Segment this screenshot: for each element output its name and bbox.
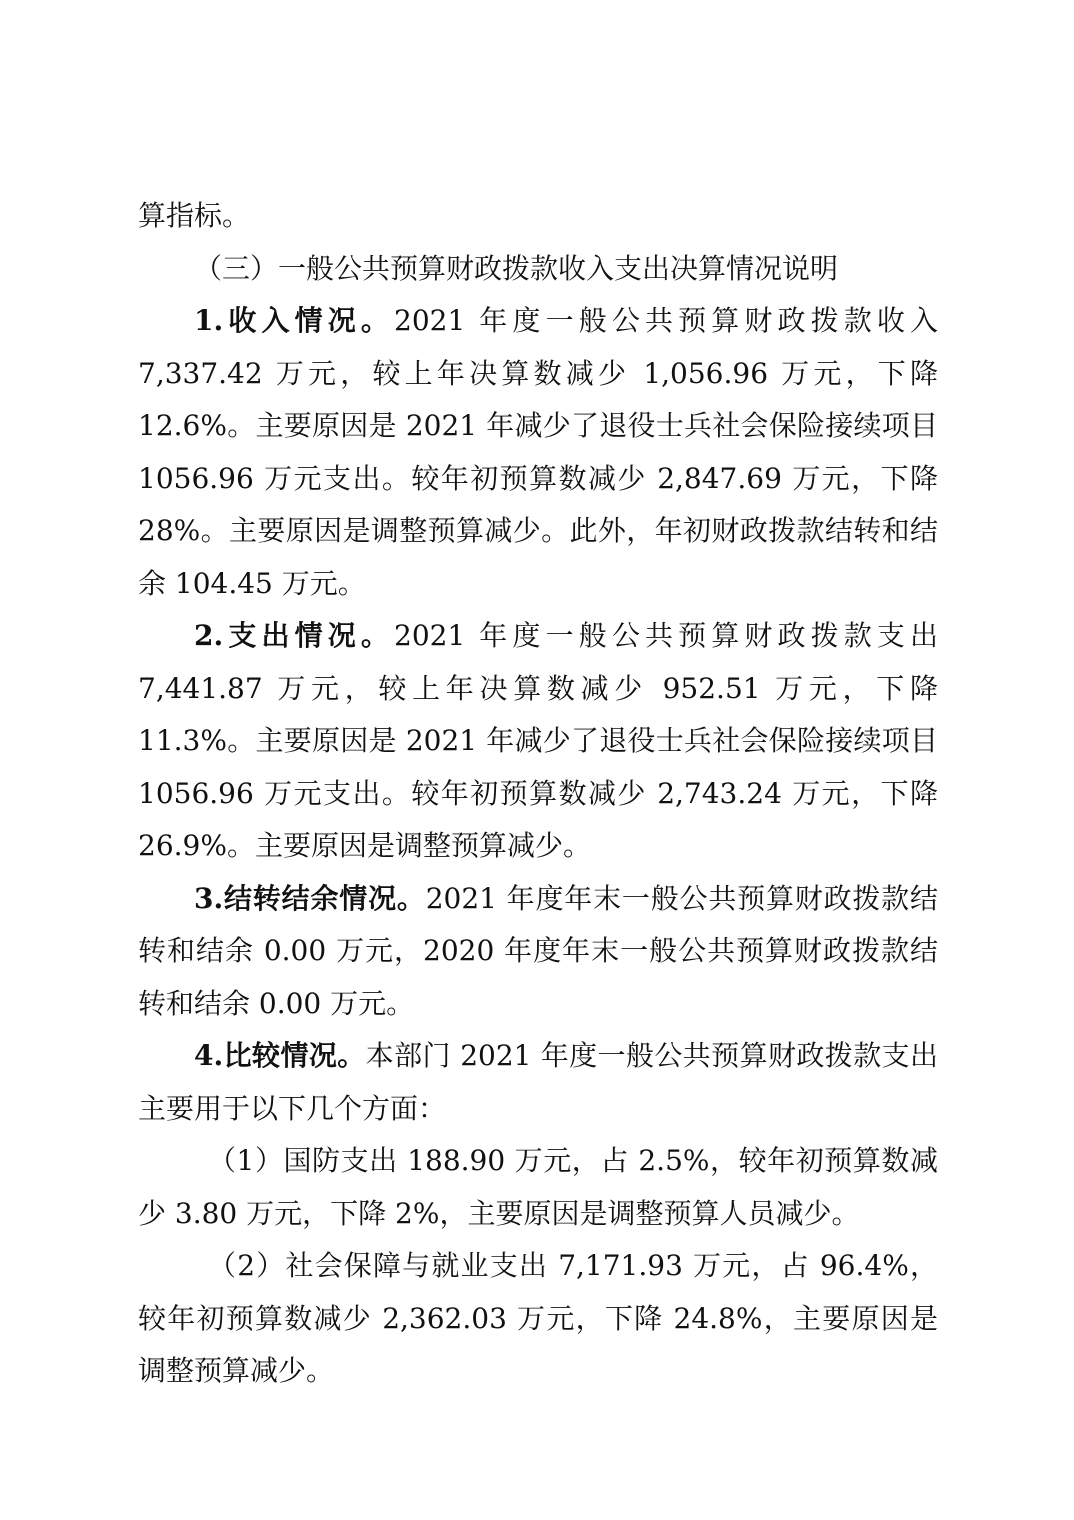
income-text: 2021 年度一般公共预算财政拨款收入 7,337.42 万元，较上年决算数减少 1,056.96 万元，下降 12.6%。主要原因是 2021 年减少了退役士兵社会保险接续项目 1056.96 万元支出。较年初预算数减少 2,847.69 万元，下降 28%。主要原因是调整预算减少。此外，年初财政拨款结转和结余 104.45 万元。: [138, 304, 938, 600]
paragraph-income: [138, 295, 938, 610]
expenditure-text: 2021 年度一般公共预算财政拨款支出 7,441.87 万元，较上年决算数减少 952.51 万元，下降 11.3%。主要原因是 2021 年减少了退役士兵社会保险接续项目 1056.96 万元支出。较年初预算数减少 2,743.24 万元，下降 26.9%。主要原因是调整预算减少。: [138, 619, 938, 862]
paragraph-comparison: [138, 1030, 938, 1135]
carryover-text: 2021 年度年末一般公共预算财政拨款结转和结余 0.00 万元，2020 年度年末一般公共预算财政拨款结转和结余 0.00 万元。: [138, 881, 938, 1020]
comparison-label: 4.比较情况。: [194, 1039, 366, 1072]
comparison-text: 本部门 2021 年度一般公共预算财政拨款支出主要用于以下几个方面：: [138, 1039, 939, 1125]
document-page: [138, 190, 938, 1398]
expenditure-label: 2.支出情况。: [194, 619, 395, 652]
list-item-defense: （1）国防支出 188.90 万元，占 2.5%，较年初预算数减少 3.80 万元，下降 2%，主要原因是调整预算人员减少。: [138, 1144, 938, 1230]
carryover-label: 3.结转结余情况。: [194, 881, 426, 915]
paragraph-carryover: [138, 873, 938, 1031]
income-label: 1.收入情况。: [194, 304, 395, 337]
list-item-social-security: （2）社会保障与就业支出 7,171.93 万元，占 96.4%，较年初预算数减少 2,362.03 万元，下降 24.8%，主要原因是调整预算减少。: [138, 1249, 938, 1387]
paragraph-expenditure: [138, 610, 938, 873]
section-heading: （三）一般公共预算财政拨款收入支出决算情况说明: [194, 251, 839, 285]
paragraph-continuation: 算指标。: [138, 199, 251, 232]
